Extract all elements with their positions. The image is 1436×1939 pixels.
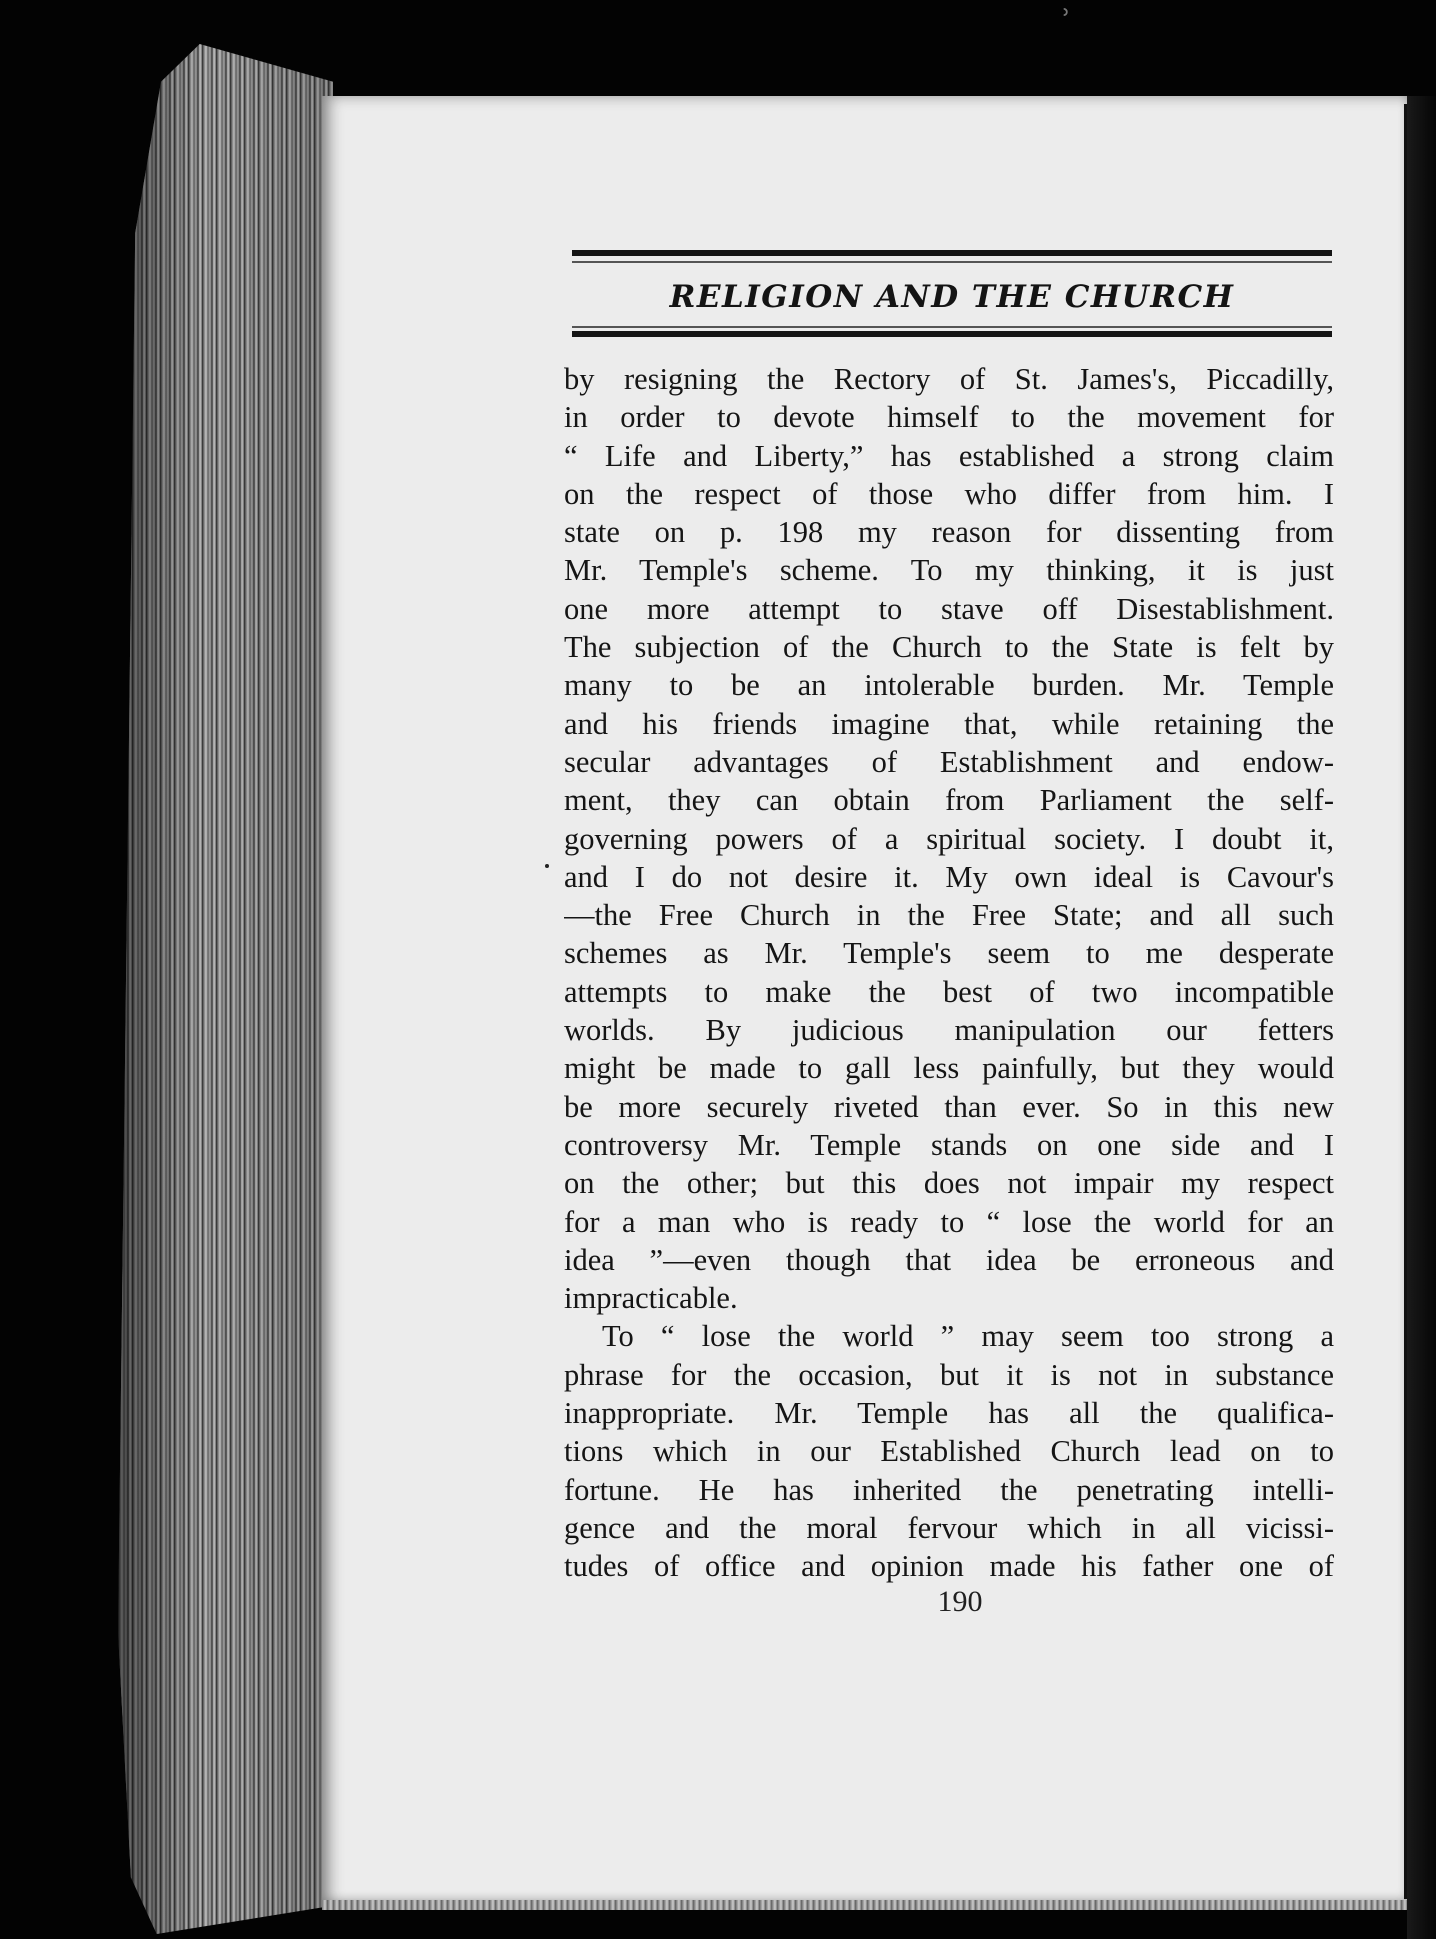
text-line: impracticable. [564,1281,738,1316]
text-line: and his friends imagine that, while retaining the [564,706,1334,741]
text-line: worlds. By judicious manipulation our fetters [564,1013,1334,1048]
text-line: schemes as Mr. Temple's seem to me desperate [564,936,1334,971]
text-line: by resigning the Rectory of St. James's, Piccadilly, [564,362,1334,396]
text-line: controversy Mr. Temple stands on one side and I [564,1127,1334,1162]
header-rule-bottom-thin [572,326,1332,328]
text-line: state on p. 198 my reason for dissenting from [564,515,1334,550]
text-line: and I do not desire it. My own ideal is Cavour's [564,859,1334,894]
text-line: secular advantages of Establishment and endow- [564,744,1334,779]
text-line: inappropriate. Mr. Temple has all the qualifica- [564,1396,1334,1431]
text-line: many to be an intolerable burden. Mr. Temple [564,668,1334,703]
text-line: “ Life and Liberty,” has established a strong claim [564,438,1334,473]
text-line: To “ lose the world ” may seem too strong a [602,1319,1334,1354]
text-line: be more securely riveted than ever. So in this new [564,1089,1334,1124]
right-gutter [1407,96,1436,1939]
text-line: one more attempt to stave off Disestablishment. [564,591,1334,626]
text-line: idea ”—even though that idea be erroneous and [564,1242,1334,1277]
running-head: RELIGION AND THE CHURCH [669,279,1235,315]
header-rule-top-thin [572,261,1332,263]
page-bottom-edge [322,1900,1407,1910]
text-line: might be made to gall less painfully, but they would [564,1051,1334,1086]
text-line: for a man who is ready to “ lose the world for an [564,1204,1334,1239]
header-rule-top-thick [572,250,1332,256]
text-line: phrase for the occasion, but it is not in substance [564,1357,1334,1392]
text-line: fortune. He has inherited the penetrating intelli- [564,1472,1334,1507]
book-edges-shadow [118,44,333,1934]
text-line: Mr. Temple's scheme. To my thinking, it is just [564,553,1334,588]
text-line: —the Free Church in the Free State; and all such [564,898,1334,933]
text-line: attempts to make the best of two incompatible [564,974,1334,1009]
text-line: on the other; but this does not impair my respect [564,1166,1334,1201]
top-ink-mark: ʾ [1062,4,1072,39]
margin-dot [545,864,549,868]
text-line: tions which in our Established Church lead on to [564,1434,1334,1469]
text-line: gence and the moral fervour which in all vicissi- [564,1510,1334,1545]
text-line: ment, they can obtain from Parliament the self- [564,783,1334,818]
page-number: 190 [937,1585,983,1618]
text-line: on the respect of those who differ from him. I [564,476,1334,511]
text-line: The subjection of the Church to the State is felt by [564,630,1334,665]
body-text [564,360,1334,1586]
text-line: tudes of office and opinion made his father one of [564,1549,1334,1584]
text-line: in order to devote himself to the movement for [564,400,1334,435]
header-rule-bottom-thick [572,331,1332,337]
text-line: governing powers of a spiritual society. I doubt it, [564,821,1334,856]
